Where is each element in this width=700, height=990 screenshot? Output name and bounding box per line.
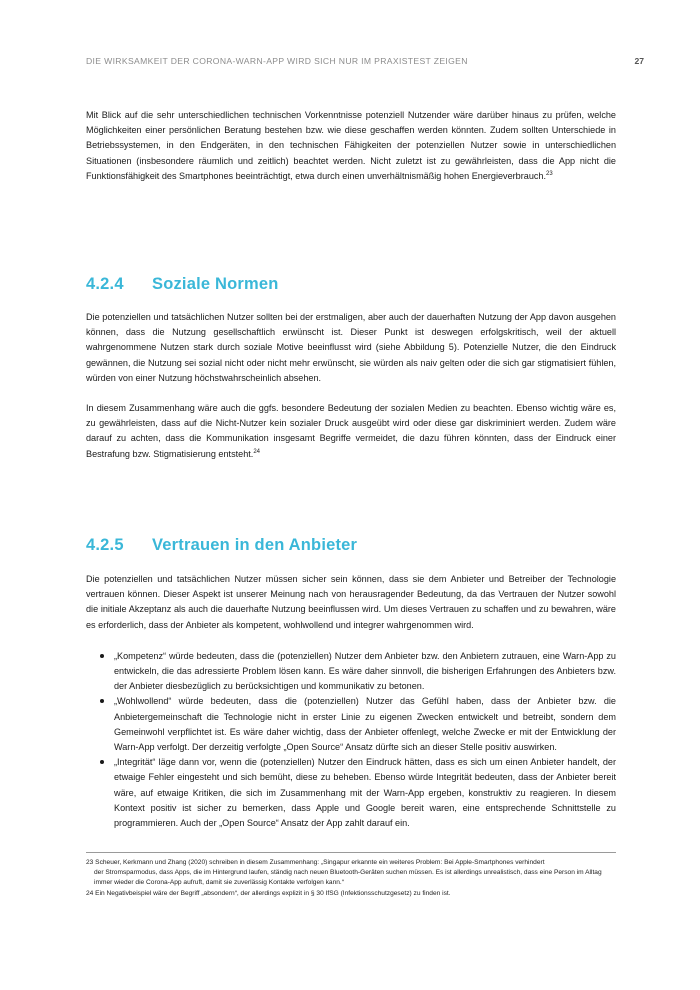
footnote-text: 23 Scheuer, Kerkmann und Zhang (2020) schreiben in diesem Zusammenhang: „Singapur erkannte ein weiteres Problem: Bei Apple-Smartphones verhindert [86, 859, 545, 866]
section-heading-4-2-5 [86, 536, 357, 555]
intro-text: Mit Blick auf die sehr unterschiedlichen technischen Vorkenntnisse potenziell Nutzender wäre darüber hinaus zu prüfen, welche Möglichkeiten einer persönlichen Beratung bestehen bzw. wie diese geschaffen werden könnten. Zudem sollten Unterschiede in Betriebssystemen, in den Endgeräten, in den technischen Fähigkeiten der potenziellen Nutzer sowie in unterschiedlichen Situationen (insbesondere räumlich und zeitlich) beachtet werden. Nicht zuletzt ist zu gewährleisten, dass die App nicht die Funktionsfähigkeit des Smartphones beeinträchtigt, etwa durch einen unverhältnismäßig hohen Energieverbrauch. [86, 110, 616, 181]
section-4-2-5-body [86, 572, 616, 831]
section-title: Soziale Normen [152, 275, 279, 293]
list-item-text: „Integrität“ läge dann vor, wenn die (potenziellen) Nutzer den Eindruck hätten, dass es sich um einen Anbieter handelt, der etwaige Fehler eingesteht und sich bemüht, diese zu beheben. Ebenso würde Integrität bedeuten, dass der Anbieter bereit wäre, auf etwaige Kritiken, die sich im Zusammenhang mit der Warn-App ergeben, konstruktiv zu reagieren. In diesem Kontext positiv ist sicher zu bemerken, dass Apple und Google bereit waren, eine entsprechende Schnittstelle zu programmieren. Auch der „Open Source“ Ansatz der App zahlt darauf ein. [114, 757, 616, 829]
section-number: 4.2.4 [86, 275, 124, 293]
footnote-24 [86, 889, 616, 899]
section-title: Vertrauen in den Anbieter [152, 536, 358, 554]
footnote-divider [86, 852, 616, 853]
bullet-icon [100, 699, 104, 703]
footnote-text: der Stromsparmodus, dass Apps, die im Hintergrund laufen, ständig nach neuen Bluetooth-Geräten suchen müssen. Es ist allerdings unrealistisch, dass eine Person im Alltag immer wieder die Corona-App aufruft, damit sie zuverlässig Kontakte verfolgen kann.“ [94, 869, 602, 886]
footnote-23 [86, 858, 616, 888]
bullet-icon [100, 760, 104, 764]
list-item-text: „Wohlwollend“ würde bedeuten, dass die (potenziellen) Nutzer das Gefühl haben, dass der Anbieter bzw. die Anbietergemeinschaft die Technologie nicht in erster Linie zu eigenen Zwecken entwickelt und betreibt, sondern dem Gemeinwohl verpflichtet ist. Es wäre daher wichtig, dass der Anbieter offenlegt, welche Zwecke er mit der Entwicklung der Warn-App verfolgt. Der derzeitig verfolgte „Open Source“ Ansatz dürfte sich an dieser Stelle positiv auswirken. [114, 696, 616, 753]
paragraph [86, 401, 616, 462]
section-heading-4-2-4 [86, 275, 279, 294]
running-title: DIE WIRKSAMKEIT DER CORONA-WARN-APP WIRD SICH NUR IM PRAXISTEST ZEIGEN [86, 56, 468, 66]
section-number: 4.2.5 [86, 536, 124, 554]
footnotes [86, 858, 616, 900]
bullet-icon [100, 654, 104, 658]
page-number: 27 [634, 56, 644, 66]
paragraph: Die potenziellen und tatsächlichen Nutzer müssen sicher sein können, dass sie dem Anbieter und Betreiber der Technologie vertrauen können. Dieser Aspekt ist unserer Meinung nach von herausragender Bedeutung, da das Vertrauen der Nutzer sowohl die initiale Akzeptanz als auch die dauerhafte Nutzung beeinflussen wird. Um dieses Vertrauen zu schaffen und zu bewahren, wäre es erforderlich, dass der Anbieter als kompetent, wohlwollend und integrer wahrgenommen wird. [86, 574, 616, 630]
section-4-2-4-body [86, 310, 616, 462]
paragraph-text: In diesem Zusammenhang wäre auch die ggfs. besondere Bedeutung der sozialen Medien zu beachten. Ebenso wichtig wäre es, zu gewährleisten, dass auf die Nicht-Nutzer kein sozialer Druck ausgeübt wird oder diese gar diskriminiert werden. Zudem wäre darauf zu achten, dass die Kommunikation insgesamt Begriffe vermeidet, die dazu führen könnten, dass der Eindruck einer Bestrafung bzw. Stigmatisierung entsteht. [86, 403, 616, 459]
list-item [86, 755, 616, 831]
footnote-ref-23[interactable]: 23 [546, 170, 553, 177]
list-item [86, 649, 616, 695]
list-item-text: „Kompetenz“ würde bedeuten, dass die (potenziellen) Nutzer dem Anbieter bzw. den Anbietern zutrauen, eine Warn-App zu entwickeln, die das adressierte Problem lösen kann. Es wäre daher sinnvoll, die bisherigen Erfahrungen des Anbieters bzw. der Anbieter diesbezüglich zu berücksichtigen und kommunikativ zu betonen. [114, 650, 616, 692]
footnote-text: 24 Ein Negativbeispiel wäre der Begriff „absondern“, der allerdings explizit in § 30 IfSG (Infektionsschutzgesetz) zu finden ist. [86, 890, 451, 897]
intro-paragraph [86, 108, 616, 184]
intro-block [86, 108, 616, 184]
footnote-ref-24[interactable]: 24 [253, 448, 261, 455]
bullet-list [86, 649, 616, 831]
paragraph: Die potenziellen und tatsächlichen Nutzer sollten bei der erstmaligen, aber auch der dauerhaften Nutzung der App davon ausgehen können, dass die Nutzung gesellschaftlich erwünscht ist. Dieser Punkt ist deswegen erfolgskritisch, weil der aktuell wahrgenommene Nutzen stark durch soziale Motive beeinflusst wird (siehe Abbildung 5). Potenzielle Nutzer, die den Eindruck gewännen, die Nutzung sei sozial nicht oder nicht mehr erwünscht, sie würden als naiv gelten oder die sich gar stigmatisiert fühlen, würden von einer Nutzung höchstwahrscheinlich absehen. [86, 312, 616, 383]
running-header [86, 56, 644, 70]
list-item [86, 694, 616, 755]
